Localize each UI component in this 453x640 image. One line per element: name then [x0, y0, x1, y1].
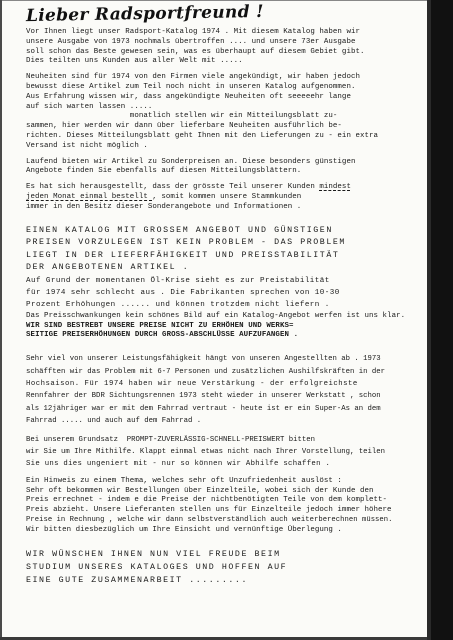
staff-paragraph [26, 353, 422, 427]
text-line: Dies teilten uns Kunden aus aller Welt mit ..... [26, 57, 243, 66]
customers-marked-text: mindest [319, 183, 351, 192]
scan-edge-black-strip [431, 0, 453, 640]
bold-caps-line: WIR SIND BESTREBT UNSERE PREISE NICHT ZU ERHÖHEN UND WERKS= [26, 321, 294, 330]
letter-body [26, 28, 422, 593]
spaced-caps-line: PREISEN VORZULEGEN IST KEIN PROBLEM - DAS PROBLEM [26, 238, 346, 248]
text-line: Rennfahrer der BDR Sichtungsrennen 1973 steht wieder in unserer Werkstatt , schon [26, 392, 381, 401]
customers-marked-text: jeden Monat einmal bestellt [26, 192, 153, 201]
text-line: sammen, hier werden wir dann über lieferbare Neuheiten ausführlich be- [26, 122, 342, 131]
text-line: Aus Erfahrung wissen wir, dass angekündigte Neuheiten oft seeeeehr lange [26, 92, 351, 101]
offers-paragraph [26, 158, 422, 178]
page-border-left [0, 0, 2, 640]
intro-paragraph [26, 28, 422, 67]
spaced-caps-line: LIEGT IN DER LIEFERFÄHIGKEIT UND PREISSTABILITÄT [26, 250, 340, 260]
text-line: soll schon das Beste gewesen sein, was es überhaupt auf diesem Gebiet gibt. [26, 47, 365, 56]
spaced-caps-line: EINEN KATALOG MIT GROSSEM ANGEBOT UND GÜNSTIGEN [26, 225, 333, 235]
text-line [26, 193, 422, 203]
customers-text-pre: Es hat sich herausgestellt, dass der grösste Teil unserer Kunden [26, 183, 320, 192]
text-line: Sehr viel von unserer Leistungsfähigkeit hängt von unseren Angestellten ab . 1973 [26, 355, 381, 364]
spaced-text-line: für 1974 sehr schlecht aus . Die Fabrikanten sprechen von 10-30 [26, 288, 340, 297]
greeting-heading: Lieber Radsportfreund ! [25, 1, 264, 27]
spaced-caps-line: EINE GUTE ZUSAMMENARBEIT ......... [26, 575, 248, 585]
text-line [26, 183, 422, 193]
spaced-caps-line: DER ANGEBOTENEN ARTIKEL . [26, 263, 190, 273]
text-line: Wir bitten diesbezüglich um Ihre Einsicht und vernünftige Überlegung . [26, 525, 342, 534]
text-line: Preise in Rechnung , welche wir dann selbstverständlich auch weiterberechnen müssen. [26, 516, 393, 524]
text-line: immer in den Besitz dieser Sonderangebote und Informationen . [26, 202, 302, 211]
news-paragraph [26, 73, 422, 151]
text-line: als 12jähriger war er mit dem Fahrrad vertraut - heute ist er ein Super-As an dem [26, 404, 381, 413]
page-border-top [0, 0, 453, 1]
customers-text-post: , somit kommen unsere Stammkunden [152, 192, 302, 201]
text-line: Das Preisschwankungen kein schönes Bild auf ein Katalog-Angebot werfen ist uns klar. [26, 311, 406, 320]
text-line: Fahrrad ..... und auch auf dem Fahrrad . [26, 417, 202, 426]
text-line: Vor Ihnen liegt unser Radsport-Katalog 1974 . Mit diesem Katalog haben wir [26, 28, 360, 36]
text-line: schäfften wir das Problem mit 6-7 Personen und zusätzlichen Aushilfskräften in der [26, 367, 386, 376]
text-line: wir Sie um Ihre Mithilfe. Klappt einmal etwas nicht nach Ihrer Vorstellung, teilen [26, 448, 386, 456]
text-line: Ein Hinweis zu einem Thema, welches sehr oft Unzufriedenheit auslöst : [26, 476, 342, 485]
text-line: Versand ist nicht möglich . [26, 141, 148, 150]
customers-paragraph [26, 183, 422, 212]
complaint-paragraph [26, 477, 422, 536]
text-line: unsere Ausgabe von 1973 nochmals übertroffen .... und unsere 73er Ausgabe [26, 37, 356, 46]
bold-caps-line: SEITIGE PREISERHÖHUNGEN DURCH GROSS-ABSCHLÜSSE AUFZUFANGEN . [26, 331, 299, 340]
text-line: Neuheiten sind für 1974 von den Firmen viele angekündigt, wir haben jedoch [26, 73, 360, 82]
spaced-text-line: Auf Grund der momentanen Öl-Krise sieht es zur Preistabilität [26, 276, 330, 285]
text-line: Preis abzieht. Unsere Lieferanten stellen uns für Einzelteile jedoch immer höhere [26, 506, 392, 515]
text-line: monatlich stellen wir ein Mitteilungsblatt zu- [26, 112, 338, 121]
text-line: Preis errechnet - indem e die Preise der nichtbenötigten Teile von dem komplett- [26, 496, 388, 505]
text-line: Sie uns dies ungeniert mit - nur so können wir Abhilfe schaffen . [26, 460, 331, 469]
catalog-claim-block [26, 225, 422, 342]
spaced-text-line: Prozent Erhöhungen ...... und können trotzdem nicht liefern . [26, 301, 330, 310]
text-line: Angebote finden Sie ebenfalls auf diesen Mitteilungsblättern. [26, 167, 302, 176]
text-line: auf sich warten lassen ..... [26, 102, 153, 111]
text-line: Bei unserem Grundsatz PROMPT-ZUVERLÄSSIG-SCHNELL-PREISWERT bitten [26, 435, 316, 444]
spaced-caps-line: WIR WÜNSCHEN IHNEN NUN VIEL FREUDE BEIM [26, 549, 281, 559]
motto-paragraph [26, 434, 422, 471]
text-line: Hochsaison. Für 1974 haben wir neue Verstärkung - der erfolgreichste [26, 379, 358, 388]
spaced-caps-line: STUDIUM UNSERES KATALOGES UND HOFFEN AUF [26, 562, 288, 572]
text-line: Sehr oft bekommen wir Bestellungen über Einzelteile, wobei sich der Kunde den [26, 486, 374, 495]
text-line: Laufend bieten wir Artikel zu Sonderpreisen an. Diese besonders günstigen [26, 157, 356, 166]
closing-block [26, 548, 422, 587]
text-line: richten. Dieses Mitteilungsblatt geht Ihnen mit den Lieferungen zu - ein extra [26, 131, 379, 140]
text-line: bewusst diese Artikel zum Teil noch nicht in unseren Katalog aufgenommen. [26, 82, 356, 91]
